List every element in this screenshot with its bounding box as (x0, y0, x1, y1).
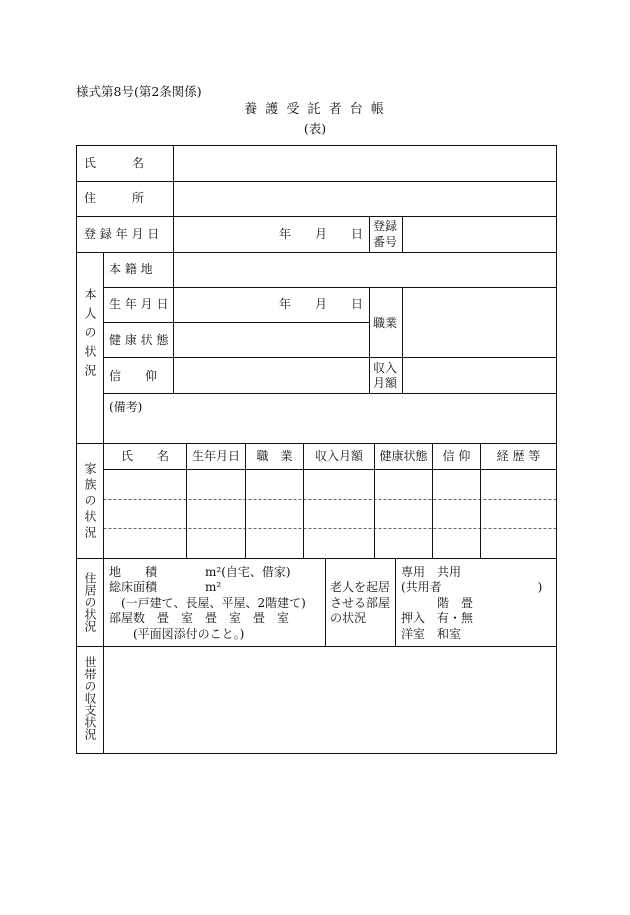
title-text: 養 護 受 託 者 台 帳 (244, 102, 386, 117)
remarks-label: (備考) (109, 400, 143, 414)
family-row-2[interactable] (104, 500, 556, 528)
name-label: 氏 名 (84, 156, 145, 170)
family-section-label: 家族の状況 (83, 462, 97, 542)
page-subtitle: (表) (303, 121, 327, 136)
housing-room-count: 部屋数 畳 室 畳 室 畳 室 (109, 611, 290, 625)
household-field[interactable] (104, 647, 556, 753)
religion-field[interactable] (174, 358, 369, 393)
housing-room-label-2: させる部屋 (330, 596, 391, 610)
monthly-income-label-1: 収入 (373, 361, 398, 375)
housing-room-style: 洋室 和室 (401, 627, 462, 641)
family-col-name: 氏 名 (120, 449, 169, 463)
registration-number-label-2: 番号 (373, 235, 398, 249)
housing-floor-plan-note: (平面図添付のこと。) (109, 627, 245, 641)
registration-number-label-1: 登録 (373, 219, 398, 233)
form-id: 様式第8号(第2条関係) (76, 84, 202, 99)
self-section-label: 本人の状況 (83, 288, 97, 383)
birth-date-label: 生 年 月 日 (109, 297, 169, 311)
family-row-3[interactable] (104, 529, 556, 558)
occupation-label: 職業 (373, 316, 398, 330)
housing-room-label-3: の状況 (330, 611, 367, 625)
remarks-field[interactable] (104, 394, 556, 443)
monthly-income-field[interactable] (403, 358, 556, 393)
housing-sharer: (共用者 ) (401, 580, 543, 594)
housing-room-label-1: 老人を起居 (330, 580, 391, 594)
housing-closet: 押入 有・無 (401, 611, 474, 625)
family-col-income: 収入月額 (314, 449, 363, 463)
household-section-label: 世帯の収支状況 (83, 656, 97, 740)
name-field[interactable] (174, 146, 556, 181)
religion-label: 信 仰 (109, 369, 158, 383)
family-col-occupation: 職 業 (256, 449, 293, 463)
birth-date-placeholder: 年 月 日 (279, 297, 364, 311)
family-col-health: 健康状態 (379, 449, 428, 463)
address-label: 住 所 (84, 191, 145, 205)
registration-number-field[interactable] (403, 217, 556, 252)
address-field[interactable] (174, 182, 556, 216)
housing-land-area: 地 積 m²(自宅、借家) (109, 565, 291, 579)
occupation-field[interactable] (403, 288, 556, 357)
housing-floor-area: 総床面積 m² (109, 580, 222, 594)
registration-date-placeholder: 年 月 日 (279, 227, 364, 241)
health-field[interactable] (174, 323, 369, 357)
housing-building-type: (一戸建て、長屋、平屋、2階建て) (109, 596, 306, 610)
health-label: 健 康 状 態 (109, 333, 169, 347)
housing-shared-option: 専用 共用 (401, 565, 462, 579)
housing-floor-tatami: 階 畳 (401, 596, 474, 610)
family-col-religion: 信 仰 (442, 449, 471, 463)
domicile-field[interactable] (174, 253, 556, 287)
housing-section-label: 住居の状況 (83, 572, 97, 632)
domicile-label: 本 籍 地 (109, 262, 153, 276)
family-row-1[interactable] (104, 470, 556, 499)
family-col-history: 経 歴 等 (496, 449, 541, 463)
registration-date-label: 登 録 年 月 日 (84, 227, 160, 241)
monthly-income-label-2: 月額 (373, 376, 398, 390)
family-col-birthdate: 生年月日 (191, 449, 240, 463)
page-title (0, 102, 630, 117)
